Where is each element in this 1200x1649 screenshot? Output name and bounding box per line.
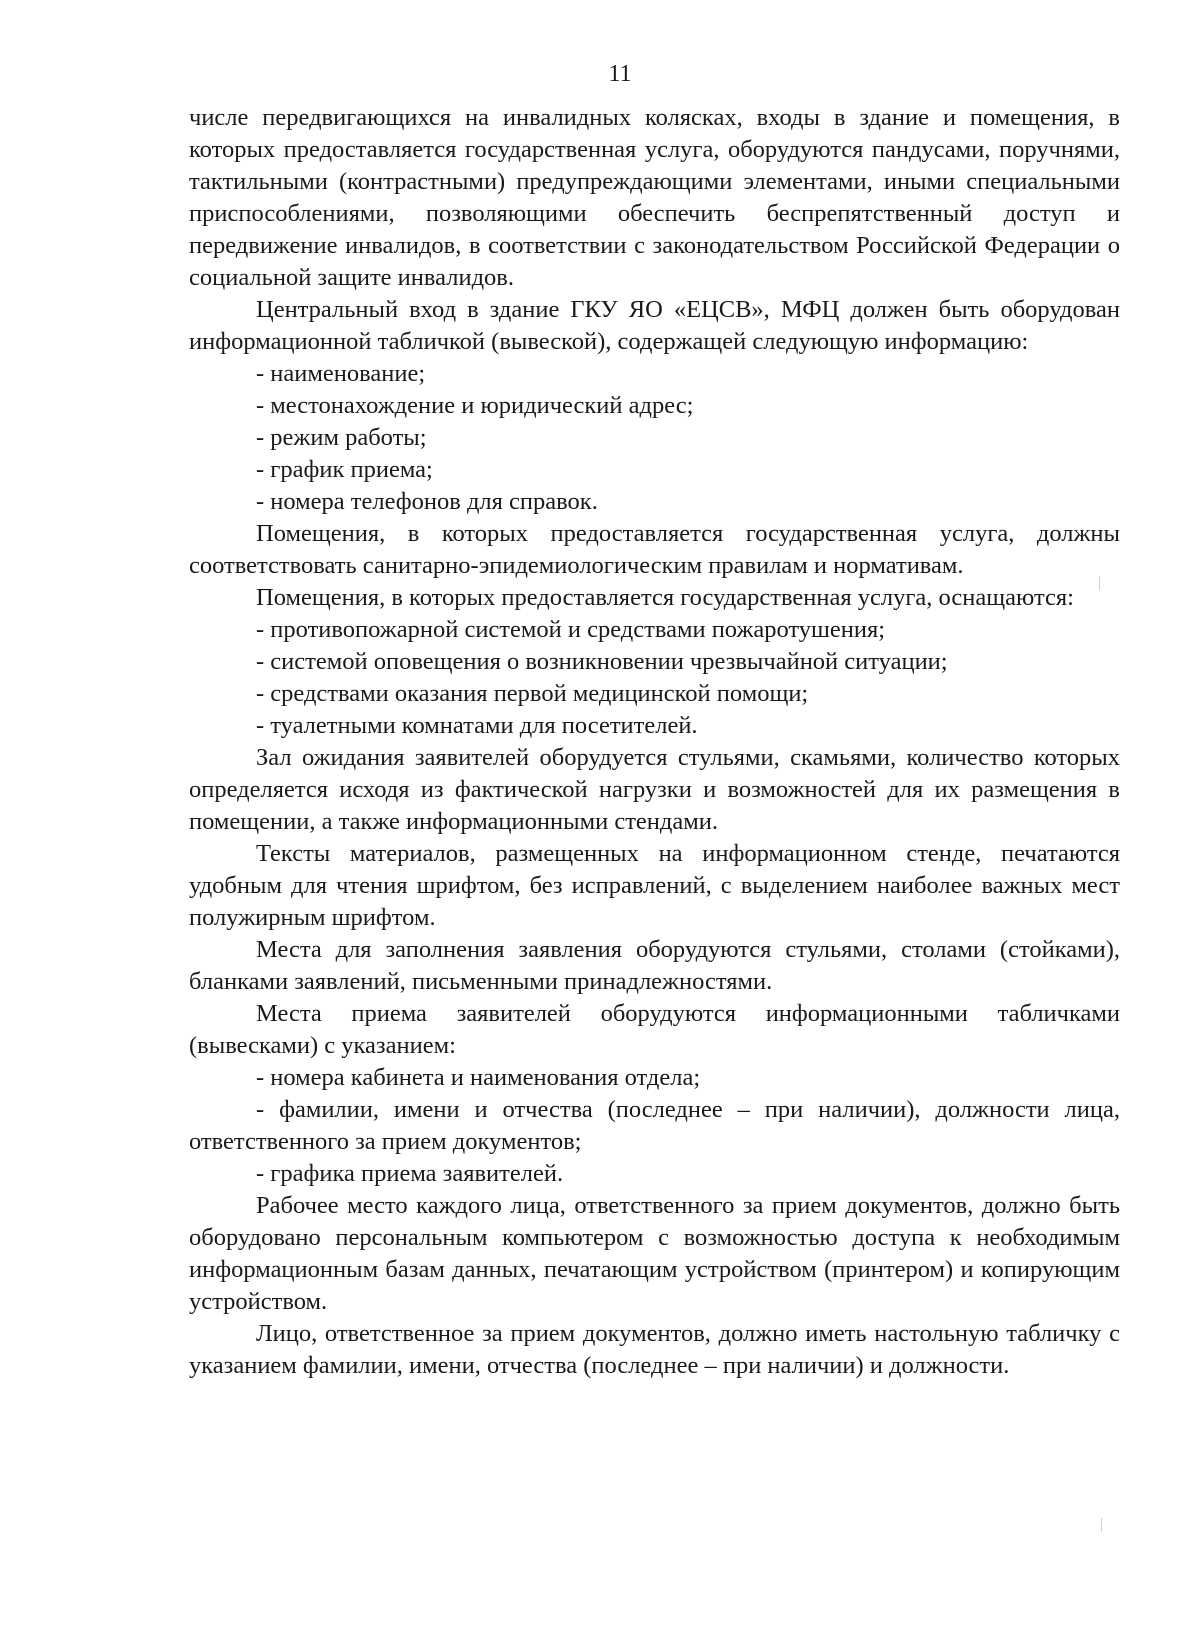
- list-item-signboard-reception-schedule: - график приема;: [256, 456, 433, 483]
- list-item-fire-system: - противопожарной системой и средствами пожаротушения;: [256, 616, 886, 643]
- list-item-restrooms: - туалетными комнатами для посетителей.: [256, 712, 698, 739]
- list-item-reception-schedule: - графика приема заявителей.: [256, 1160, 564, 1187]
- list-item-signboard-name: - наименование;: [256, 360, 426, 387]
- paragraph-sanitary-rules: Помещения, в которых предоставляется государственная услуга, должны соответствовать санитарно-эпидемиологическим правилам и нормативам.: [189, 520, 1120, 579]
- paragraph-accessibility-continued: числе передвигающихся на инвалидных колясках, входы в здание и помещения, в которых предоставляется государственная услуга, оборудуются пандусами, поручнями, тактильными (контрастными) предупреждающими элементами, иными специальными приспособлениями, позволяющими обеспечить беспрепятственный доступ и передвижение инвалидов, в соответствии с законодательством Российской Федерации о социальной защите инвалидов.: [189, 104, 1120, 291]
- paragraph-premises-equipment: Помещения, в которых предоставляется государственная услуга, оснащаются:: [256, 584, 1074, 611]
- scan-mark: [1101, 1518, 1102, 1532]
- list-item-signboard-work-hours: - режим работы;: [256, 424, 427, 451]
- list-item-signboard-address: - местонахождение и юридический адрес;: [256, 392, 694, 419]
- paragraph-waiting-hall: Зал ожидания заявителей оборудуется стульями, скамьями, количество которых определяется исходя из фактической нагрузки и возможностей для их размещения в помещении, а также информационными стендами.: [189, 744, 1120, 835]
- paragraph-workplace-equipment: Рабочее место каждого лица, ответственного за прием документов, должно быть оборудовано персональным компьютером с возможностью доступа к необходимым информационным базам данных, печатающим устройством (принтером) и копирующим устройством.: [189, 1192, 1120, 1315]
- list-item-first-aid: - средствами оказания первой медицинской помощи;: [256, 680, 809, 707]
- paragraph-central-entrance: Центральный вход в здание ГКУ ЯО «ЕЦСВ», МФЦ должен быть оборудован информационной табличкой (вывеской), содержащей следующую информацию:: [189, 296, 1120, 355]
- list-item-signboard-phones: - номера телефонов для справок.: [256, 488, 598, 515]
- document-text: [189, 102, 1120, 1382]
- paragraph-reception-places: Места приема заявителей оборудуются информационными табличками (вывесками) с указанием:: [189, 1000, 1120, 1059]
- page-number: 11: [608, 61, 632, 87]
- paragraph-form-filling-places: Места для заполнения заявления оборудуются стульями, столами (стойками), бланками заявлений, письменными принадлежностями.: [189, 936, 1120, 995]
- list-item-emergency-alert: - системой оповещения о возникновении чрезвычайной ситуации;: [256, 648, 948, 675]
- list-item-responsible-person: - фамилии, имени и отчества (последнее – при наличии), должности лица, ответственного за прием документов;: [189, 1096, 1120, 1155]
- list-item-office-number: - номера кабинета и наименования отдела;: [256, 1064, 701, 1091]
- paragraph-stand-texts: Тексты материалов, размещенных на информационном стенде, печатаются удобным для чтения шрифтом, без исправлений, с выделением наиболее важных мест полужирным шрифтом.: [189, 840, 1120, 931]
- paragraph-desk-nameplate: Лицо, ответственное за прием документов, должно иметь настольную табличку с указанием фамилии, имени, отчества (последнее – при наличии) и должности.: [189, 1320, 1120, 1379]
- scan-mark: [1099, 576, 1100, 590]
